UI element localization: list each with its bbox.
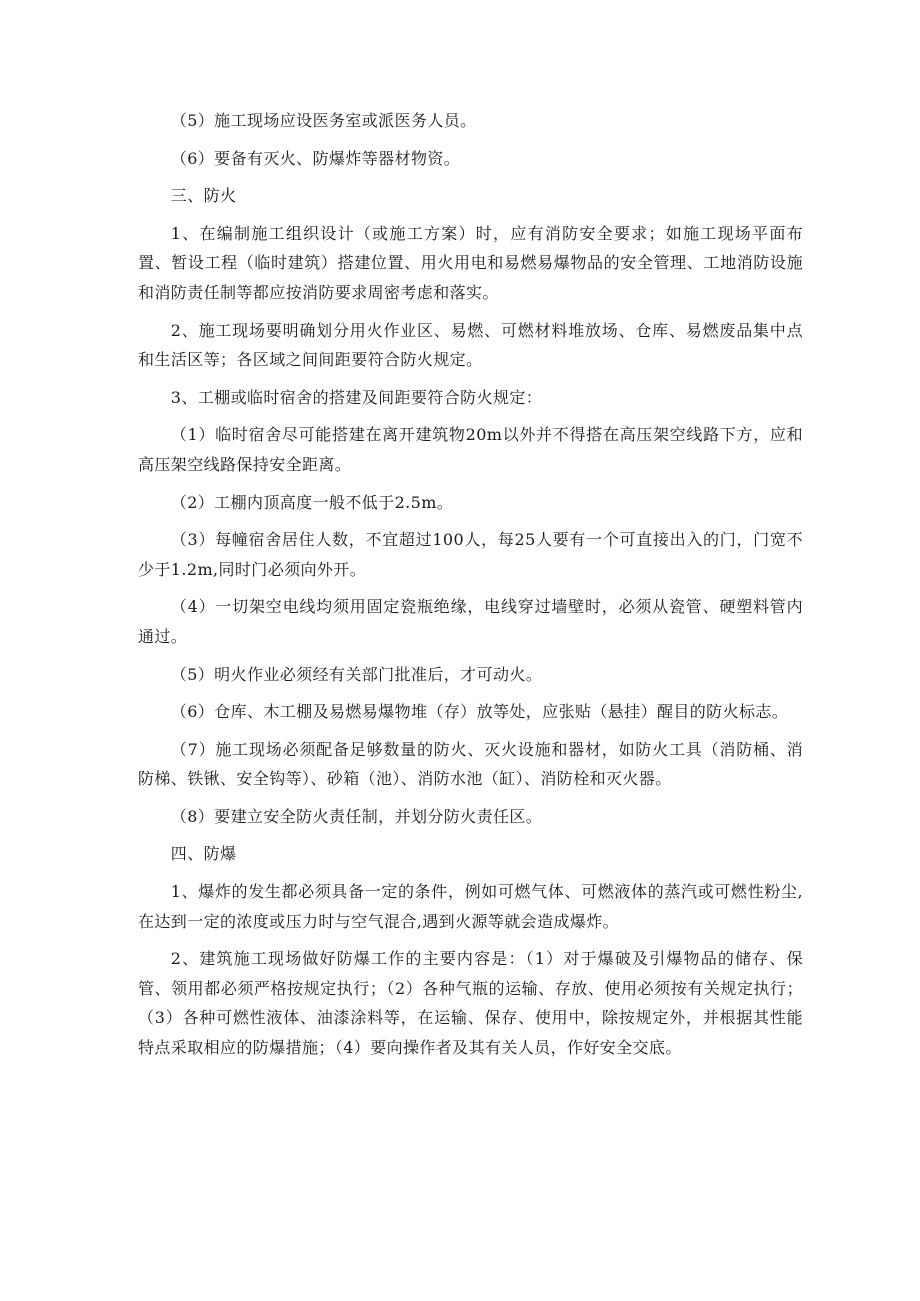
paragraph-item-open-fire: （5）明火作业必须经有关部门批准后，才可动火。 — [170, 664, 543, 684]
paragraph-item-wiring: （4）一切架空电线均须用固定瓷瓶绝缘，电线穿过墙壁时，必须从瓷管、硬塑料管内通过。 — [138, 597, 803, 646]
document-body — [138, 106, 803, 1071]
paragraph-item-medical-room: （5）施工现场应设医务室或派医务人员。 — [170, 111, 477, 130]
paragraph-explosion-measures: 2、建筑施工现场做好防爆工作的主要内容是：（1）对于爆破及引爆物品的储存、保管、领用都必须严格按规定执行；（2）各种气瓶的运输、存放、使用必须按有关规定执行；（3）各种可燃性液体、油漆涂料等，在运输、保存、使用中，除按规定外，并根据其性能特点采取相应的防爆措施；（4）要向操作者及其有关人员，作好安全交底。 — [138, 949, 803, 1058]
section-heading-fire-prevention: 三、防火 — [170, 186, 237, 206]
section-heading-explosion-prevention: 四、防爆 — [170, 844, 237, 864]
paragraph-item-fire-signs: （6）仓库、木工棚及易燃易爆物堆（存）放等处，应张贴（悬挂）醒目的防火标志。 — [170, 702, 789, 722]
paragraph-shed-rules: 3、工棚或临时宿舍的搭建及间距要符合防火规定： — [170, 387, 543, 407]
paragraph-explosion-conditions: 1、爆炸的发生都必须具备一定的条件，例如可燃气体、可燃液体的蒸汽或可燃性粉尘,在达到一定的浓度或压力时与空气混合,遇到火源等就会造成爆炸。 — [138, 882, 803, 931]
paragraph-item-dormitory-distance: （1）临时宿舍尽可能搭建在离开建筑物20m以外并不得搭在高压架空线路下方，应和高压架空线路保持安全距离。 — [138, 425, 803, 474]
paragraph-fire-design: 1、在编制施工组织设计（或施工方案）时，应有消防安全要求；如施工现场平面布置、暂设工程（临时建筑）搭建位置、用火用电和易燃易爆物品的安全管理、工地消防设施和消防责任制等都应按消防要求周密考虑和落实。 — [138, 223, 803, 302]
paragraph-item-occupancy: （3）每幢宿舍居住人数，不宜超过100人，每25人要有一个可直接出入的门，门宽不少于1.2m,同时门必须向外开。 — [138, 530, 803, 579]
paragraph-item-responsibility: （8）要建立安全防火责任制，并划分防火责任区。 — [170, 806, 543, 826]
paragraph-item-fire-facilities: （7）施工现场必须配备足够数量的防火、灭火设施和器材，如防火工具（消防桶、消防梯、铁锹、安全钩等）、砂箱（池）、消防水池（缸）、消防栓和灭火器。 — [138, 739, 803, 789]
paragraph-fire-zones: 2、施工现场要明确划分用火作业区、易燃、可燃材料堆放场、仓库、易燃废品集中点和生活区等；各区域之间间距要符合防火规定。 — [138, 320, 803, 370]
paragraph-item-fire-equipment: （6）要备有灭火、防爆炸等器材物资。 — [170, 148, 461, 168]
paragraph-item-shed-height: （2）工棚内顶高度一般不低于2.5m。 — [170, 492, 454, 512]
